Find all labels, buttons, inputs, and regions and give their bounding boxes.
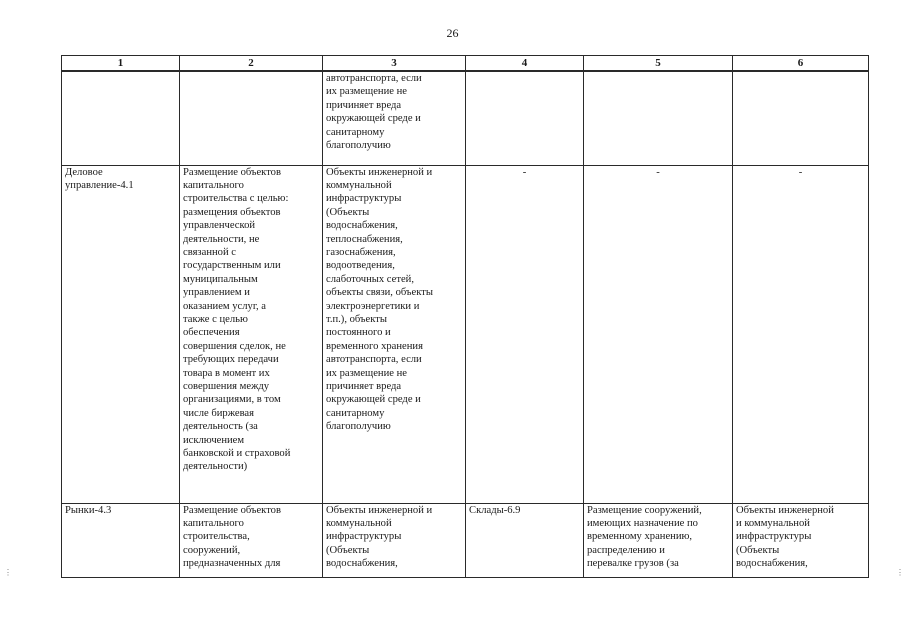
- table-cell: Объекты инженерной и коммунальной инфраструктуры (Объекты водоснабжения,: [323, 503, 466, 577]
- table-row: [62, 71, 869, 165]
- table-cell: [466, 71, 584, 165]
- regulations-table: [61, 55, 869, 578]
- page-number: 26: [446, 26, 459, 40]
- table-cell: [584, 71, 733, 165]
- header-row: [62, 56, 869, 72]
- table-cell: Размещение сооружений, имеющих назначение по временному хранению, распределению и перевалке грузов (за: [584, 503, 733, 577]
- table-cell: Объекты инженерной и коммунальной инфраструктуры (Объекты водоснабжения,: [733, 503, 869, 577]
- column-header-6: 6: [733, 56, 869, 72]
- column-header-4: 4: [466, 56, 584, 72]
- column-header-5: 5: [584, 56, 733, 72]
- table-row: [62, 503, 869, 577]
- table-cell: -: [466, 165, 584, 503]
- table-cell: Деловое управление-4.1: [62, 165, 180, 503]
- table-cell: Рынки-4.3: [62, 503, 180, 577]
- table-cell: автотранспорта, если их размещение не причиняет вреда окружающей среде и санитарному благополучию: [323, 71, 466, 165]
- column-header-3: 3: [323, 56, 466, 72]
- table-row: [62, 165, 869, 503]
- scan-margin-mark: ⋮: [4, 568, 12, 577]
- table-cell: [180, 71, 323, 165]
- table-cell: Склады-6.9: [466, 503, 584, 577]
- column-header-2: 2: [180, 56, 323, 72]
- table-cell: [733, 71, 869, 165]
- table-cell: Размещение объектов капитального строительства, сооружений, предназначенных для: [180, 503, 323, 577]
- table-cell: -: [733, 165, 869, 503]
- table-cell: Размещение объектов капитального строительства с целью: размещения объектов управленческой деятельности, не связанной с государственным или муниципальным управлением и оказанием услуг, а также с целью обеспечения совершения сделок, не требующих передачи товара в момент их совершения между организациями, в том числе биржевая деятельность (за исключением банковской и страховой деятельности): [180, 165, 323, 503]
- table-cell: [62, 71, 180, 165]
- table-cell: Объекты инженерной и коммунальной инфраструктуры (Объекты водоснабжения, теплоснабжения, газоснабжения, водоотведения, слаботочных сетей, объекты связи, объекты электроэнергетики и т.п.), объекты постоянного и временного хранения автотранспорта, если их размещение не причиняет вреда окружающей среде и санитарному благополучию: [323, 165, 466, 503]
- scan-margin-mark: ⋮: [896, 568, 904, 577]
- table-cell: -: [584, 165, 733, 503]
- column-header-1: 1: [62, 56, 180, 72]
